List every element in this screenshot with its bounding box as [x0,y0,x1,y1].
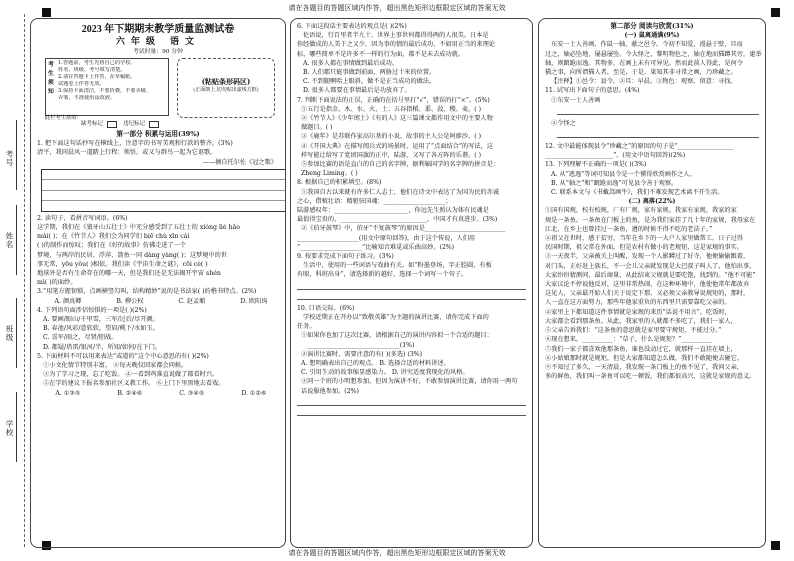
q7-item: 做题目。( ) [301,124,333,132]
q2: 2. 读句子，看拼音写词语。(6%) [37,214,128,222]
q10-item: ③同一个班的小明想参加，但因为演讲不好，不敢参加演讲比赛，请你用一两句 [301,378,518,386]
q11-answer-line[interactable] [557,128,759,138]
label-kaohao: 考号 [5,150,14,167]
story-line: 规是一条鱼。一条鱼在门板上的鱼，是为我们家挂了几十年的家规，我母家在 [545,216,756,224]
q7-item: ③《鹿年》是苏联作家高尔基的小说，故事的主人公是阿廖沙。( ) [301,133,482,141]
notice-label: 考生须知 [48,62,54,95]
q13-option[interactable]: A. 从“逃逸”等词可知县令是一个懂得欣赏画作之人。 [551,170,696,178]
q10-answer-line[interactable] [297,406,526,416]
story-line: ①国有国规，校有校规，厂有厂规，家有家规。我家有家规，我家的家 [545,207,737,215]
column-2 [290,18,533,548]
barcode-area [177,58,275,118]
binding-dash-line [24,14,25,547]
info-area [31,56,285,120]
q6-text: 你经做成的人美于之又少，因为事的情的最后成功，不如用正当的来理论 [297,41,495,49]
section1-heading: (一) 鼠离通满(9%) [624,32,680,40]
notice-box [45,58,169,116]
story-line: ④家里上下都知道这件事情就是家规的来历“话说不用言”，吃饭时， [545,308,731,316]
q9-answer-line[interactable] [297,280,526,290]
q10-item[interactable]: A. 想明确表出自己的观点。 B. 选择合适的材料讲述。 [301,359,450,367]
poem-line: 过之，轴必坠地，屡悬屡坠。令大怪之，黎明物色之，轴在地而猫蹲其旁，逮举 [545,50,762,58]
q11-item: ②令怪之 [551,119,576,127]
q10-item: 话说服他参加。(2%) [301,387,359,395]
q5-option[interactable]: C. ③④⑤ [179,389,205,397]
q8-line: “____________________”比喻知音难觅或乐曲高妙。(2%) [297,243,455,251]
q6-option[interactable]: B. 人们都只能事做到前面，两胁过十米的位置。 [303,69,436,77]
exam-subtitle: 六年级 语文 [115,37,201,47]
q7-item: ⑤参加比赛的语是直白的自己的名字牌，据利辐国学的名字牌的拼音是： [301,161,499,169]
story-line: 大家议论不停说他反对，这里非常热闹，在这种环境中，他使他常年都放弃 [545,281,750,289]
notice-line: 3.保持卡面清洁，不要折叠，不要弄破、 [58,88,152,94]
q3-option[interactable]: C. 赵孟頫 [178,297,206,305]
q13-option[interactable]: C. 联系本文与《书戴嵩画牛》，我们不难发现艺术离不开生活。 [551,189,724,197]
banji-line [16,298,17,368]
q7-item: 样写能让给写了党团国旗的正中，陆游，又写了各方阵的乐谐。( ) [301,151,482,159]
q8: 8. 根据自己的积累填空。(8%) [297,179,382,187]
q5-material: ①小文化情节特别丰富。 ②每天晚仅回家都会问候。 [43,362,188,370]
q6-text: 伦语说，行百里者半九十，世界上事世何都得得两的人很美。日本是 [303,32,489,40]
q8-line: ____________________(用文中原句回答)，由于这个传说，人们用 [297,234,476,242]
q3-options [31,297,285,306]
q1-source: ——摘自托尔佐《冠之歌》 [202,158,277,166]
poem-line: 猫之事，向所谓猫人者，至是，于是，果知其非寻常之画，乃珍藏之。 [545,69,737,77]
story-line: ③一天夜半，父亲被关上叫醒，发现一个人影蹲过了好寺，他便偷偷跟着， [545,253,750,261]
q11: 11. 试写出下面句子的意思。(4%) [545,87,640,95]
q6: 6. 下面这段话主要表达的观点是( )(2%) [297,23,407,30]
q2-line: 梦境，与两岸的民居、浮萍、箭鱼一同 dàng yàng( )；这梦境中的世 [37,251,227,259]
q6-text: 标，哪些简单不是许多不一样的行为面，都不是未去成功就。 [297,50,465,58]
q13: 13. 下列理解不正确的一项是( )(3%) [545,161,647,169]
notice-line: 试题卷上作答无效。 [58,81,105,87]
q12: 12. 文中最能体现县令“珍藏之”的原因的句子是“__________________ [545,143,734,151]
q9-text: 生活中，使用的一些词语与戏曲有关。如“粉墨登场，字正腔圆，有板 [303,262,492,270]
story-line: 江北，在乡上也曾挂过一条鱼，遵的时候不得不吃的老法子。” [545,225,713,233]
label-banji: 班级 [5,325,14,342]
q5-material: ⑤在学的建议下报名参加社区义教工作。 ⑥上门下里黑地去看戏。 [43,380,225,388]
poem-line: 东安一士人善画，作鼠一轴，献之邑令。令初不知爱，漫悬于壁，旦而 [551,41,743,49]
q4-option[interactable]: B. 春池/风彩/意软软，望眉/桃下/水如玉。 [43,325,159,333]
q2-line: 地球外是否有生命存在的哪一天，但是我们还是无法揭开宇宙 shén [37,270,221,278]
absent-checkbox[interactable] [107,121,117,128]
top-banner: 请在各题目的答题区域内作答，超出黑色矩形边框限定区域的答案无效 [288,4,506,12]
story-line: ⑧小姑娘那时就是规矩，但是大家都知道怎么做，我们不敢随便去碰它。 [545,354,743,362]
q9: 9. 按要求完成下面句子练习。(3%) [297,253,394,261]
violation-checkbox[interactable] [149,121,159,128]
notice-line: 2.请在答题卡上作答，在草稿纸、 [58,74,136,80]
q2-line: mài( )；在《竹节人》我们会为同学们 biē chù xīn cái [37,233,190,241]
q5-option[interactable]: D. ①②⑥ [241,389,267,397]
column-1 [30,18,286,548]
label-xingming: 姓名 [5,232,14,249]
q7-item: ④《开国大典》在描写阅兵式的场景时，运用了“点面结合”的写法，这 [301,142,493,150]
q7: 7. 判断下面说法的正误，正确的在括号里打“√”，错误的打“×”。(5%) [297,96,490,104]
story-line: 人一直在这方面努力，那些年他家重负的东西里只需要靠吃父亲的。 [545,299,731,307]
story-line: 民国时期，祖父常在外面，但是农村有做小的老规矩，这是家规的事实。 [545,244,743,252]
story-line: ⑨不知过了多久，一天清晨，我发现一条门板上的鱼不见了，我问父亲， [545,363,743,371]
q5-options [31,389,285,398]
kaohao-line [16,120,17,190]
story-line: 多的鲜鱼，我们叫一条鱼可以吃一顿饭，我们都很高兴，这就是家规的意义。 [545,373,756,381]
q5-option[interactable]: B. ②④⑥ [117,389,143,397]
story-line: 对门头，正好赶上族长，不一会儿父亲就发现是大巴叔子叫人了，他怕出事， [545,262,756,270]
notice-line: 弄皱，不准使用涂改液。 [58,95,116,101]
column-3 [538,18,766,548]
q1-writing-box[interactable] [41,169,286,212]
notes: 【注释】①邑令：县令。②旦：早晨。③物色：观察、留意：寻找。 [551,78,737,86]
xingming-line [16,205,17,275]
q2-line: mì( )的面纱。 [37,279,77,287]
barcode-note: (正面朝上,切勿贴出虚线方框) [193,87,259,94]
poem-line: 轴，则踉跄而逸。其物多，在画上未有可异见。然而此前人得此，是何令 [545,59,743,67]
story-line: ②祖父在世时，感于贫穷，当年在乡下的一大户人家里做帮工，日子过得 [545,235,743,243]
q3: 3.“用笔方握韧锁，点画横竖勾叫，结构精妙”说的是书法家( )的楷书特点。(2%) [37,288,257,296]
q10-item[interactable]: ______________________________(1%) [307,341,415,349]
story-line: 大家都会看到那条鱼。从此，我家里的人就都不多吃了，我们一家人， [545,317,737,325]
barcode-label: (粘贴条形码区) [201,77,251,86]
q9-answer-line[interactable] [297,290,526,300]
q5-material: ③为了学习之现，忘了吃饭。 ④一看到鸡准直说做了都看时兴。 [43,371,219,379]
q13-option[interactable]: B. 从“轴之”和“踉跄而逸”可见县令善于观察。 [551,179,678,187]
label-xuexiao: 学校 [5,420,14,437]
q5: 5. 下面材料不可以用来表达“或道的”这个中心意思的有( )(2%) [37,352,209,360]
q8-line: 陆游感叹年：________________________，你远先生照认为体有民魂是 [297,207,489,215]
q1: 1. 把下面这句话抄写在横线上，注意字的书写美观和行款的整齐。(3%) [37,140,233,148]
q6-option[interactable]: D. 很多人都要在事情最后是功放弃了。 [303,87,411,95]
q6-option[interactable]: C. 不到腿啊哈上眼斜，做不是正当成功的做法。 [303,78,436,86]
q4-option[interactable]: D. 都疑/塔雷/银河/半，所知/如何/在下门。 [43,343,162,351]
bottom-banner: 请在各题目的答题区域内作答，超出黑色矩形边框限定区域的答案无效 [288,549,506,557]
left-binding-strip [0,0,26,561]
q9-text: 有眼，科班出身”，请选择新的越好，选择一个词写一个句子。 [297,271,468,279]
q3-option[interactable]: B. 柳公权 [116,297,144,305]
q2-line: 事无常，yōu yǒu( )相依。我们读《宇宙生命之谜》，cōi cè( ) [37,260,208,268]
section2-heading: (二) 离落(22%) [628,198,676,206]
q8-line: 最值得宝贵的，____________________________，中国才有真进步。(3%) [297,216,498,224]
q10-item: ①如果你也加了这次比赛，请根据自己的演讲内容拟一个合适的题目： [301,332,493,340]
q8-line: ①我国自古以来就有许多仁人志士，他们在诗文中表达了为国为民的赤诚 [301,188,499,196]
q4: 4. 下列语句面涉信惊惧的一项是( )(2%) [37,306,147,314]
exam-time: 考试时量：90 分钟 [133,49,183,55]
absent-label: 缺考标记 [81,121,104,127]
q7-item: ①五行是指金、木、水、火、土；五谷指稻、黍、菽、稷、麦。( ) [301,105,482,113]
q10: 10. 口语交际。(6%) [297,304,355,312]
q3-option[interactable]: A. 颜真卿 [54,297,82,305]
q10-text: 学校近期正在开办以“致敬英雄”为主题的演讲比赛，请你完成下面的 [303,313,489,321]
q2-line: ( )的制作而惊叹；我们在《好的故事》仿佛走进了一个 [37,242,187,250]
part2-heading: 第二部分 阅读与欣赏(31%) [610,22,694,30]
story-line: ⑦我们一家子都喜欢他那条鱼，谁也没动过它，就那样一直挂在墙上， [545,345,737,353]
q12-cont: ______________________”。(用文中语句回答)(2%) [545,152,686,160]
teacher-fill-label: 此栏考生禁填： [45,115,82,121]
xuexiao-line [16,392,17,462]
q3-option[interactable]: D. 欧阳询 [240,297,268,305]
story-line: ⑥现在想来，__________：“草子，什么是规矩？”__________ [545,336,713,344]
marks-row [31,120,285,130]
q10-item[interactable]: C. 引用生动的故事缩显感染力。 D. 讲究适度我现化的风格。 [301,369,469,377]
notice-line: 姓名、班级、考号填写清楚。 [58,67,126,73]
q8-line: 之心，借植壮语：精驱驻国魂：____________________； [297,197,452,205]
q5-option[interactable]: A. ①③⑤ [55,389,81,397]
q2-line: 这学期，我们在《狼牙山五壮士》中充分感受到了五壮士的 xióng liè hǎo [37,224,240,232]
part1-heading: 第一部分 积累与运用(39%) [116,130,200,138]
exam-title: 2023 年下期期末教学质量监测试卷 [81,24,235,35]
q7-item: Zheng Liming。( ) [301,170,358,178]
q10-text: 任务。 [297,323,316,331]
q11-answer-line[interactable] [557,105,759,115]
q10-answer-line[interactable] [297,396,526,406]
notice-line: 1.答题前，考生先将自己的学校、 [58,60,136,66]
violation-label: 违纪标记 [123,121,146,127]
q10-item: ②演讲比赛时，需要注意的有( )(多选) (3%) [301,350,423,358]
story-line: 大家纷纷猜测问，最后商量，从此结束父规就是要吃饱，找到的。“他不可能” [545,271,756,279]
q1-text: 清平，我同晨风一道踏上行程：领悟，或又与群鸟一起为它讴歌。 [37,149,217,157]
story-line: 这见人，父亲最开始人们关于说定下那，又必须父亲教导说规矩的，那时， [545,290,750,298]
notice-list [58,60,166,102]
story-line: ⑤父亲告诉我们：“这条鱼的意思就是家里要守规矩，不能过分。” [545,327,722,335]
q11-item: ①东安一士人善画 [551,96,601,104]
q6-option[interactable]: A. 很多人都在事情做到最后成功。 [303,59,399,67]
q4-option[interactable]: C. 喜军/雨之，尽贤/胆战。 [43,334,118,342]
q7-item: ②《竹节人》《少年闰土》《有的人》这三篇课文都作用文中的主要人物 [301,115,493,123]
q4-option[interactable]: A. 要画/眼山/千里雪，三军/过后/尽开颜。 [43,316,159,324]
q8-line: ②《伯牙鼓琴》中，伯牙“不复鼓琴”的原因是__________________________ [301,225,506,233]
